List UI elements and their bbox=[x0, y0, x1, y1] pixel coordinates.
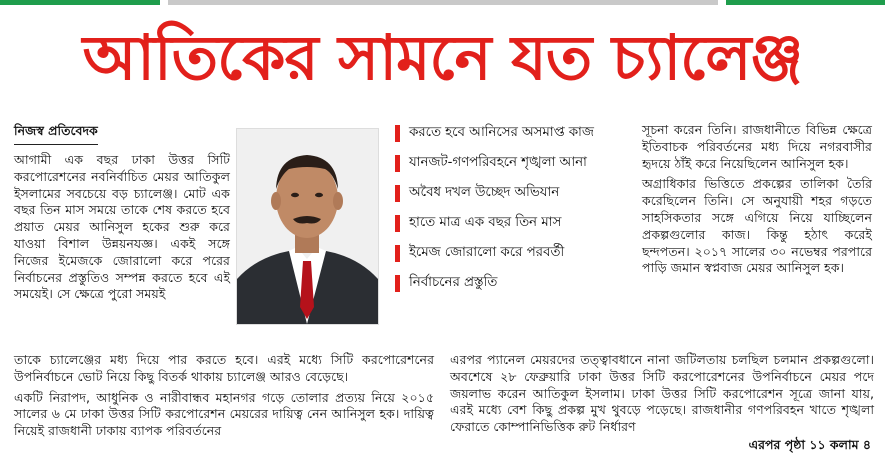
paragraph: এরপর প্যানেল মেয়রদের তত্ত্বাবধানে নানা জটিলতায় চলছিল চলমান প্রকল্পগুলো। অবশেষে ২৮ ফেব্রুয়ারি ঢাকা উত্তর সিটি করপোরেশনের উপনির্বাচনে মেয়র পদে জয়লাভ করেন আতিকুল ইসলাম। ঢাকা উত্তর সিটি করপোরেশন সূত্রে জানা যায়, এরই মধ্যে বেশ কিছু প্রকল্প মুখ থুবড়ে পড়েছে। রাজধানীর গণপরিবহন খাতে শৃঙ্খলা ফেরাতে কোম্পানিভিত্তিক রুট নির্ধারণ bbox=[450, 352, 874, 435]
paragraph: একটি নিরাপদ, আধুনিক ও নারীবান্ধব মহানগর গড়ে তোলার প্রত্যয় নিয়ে ২০১৫ সালের ৬ মে ঢাকা উত্তর সিটি করপোরেশন মেয়রের দায়িত্ব নেন আনিসুল হক। দায়িত্ব নিয়েই রাজধানী ঢাকায় ব্যাপক পরিবর্তনের bbox=[14, 389, 435, 439]
continued-on-label: এরপর পৃষ্ঠা ১১ কলাম ৪ bbox=[748, 437, 871, 452]
paragraph: আগামী এক বছর ঢাকা উত্তর সিটি করপোরেশনের নবনির্বাচিত মেয়র আতিকুল ইসলামের সবচেয়ে বড় চ্যালেঞ্জ। মোট এক বছর তিন মাস সময়ে তাকে শেষ করতে হবে প্রয়াত মেয়র আনিসুল হকের শুরু করে যাওয়া বিশাল উন্নয়নযজ্ঞ। একই সঙ্গে নিজের ইমেজকে জোরালো করে পরের নির্বাচনের প্রস্তুতিও সম্পন্ন করতে হবে এই সময়েই। সে ক্ষেত্রে পুরো সময়ই bbox=[14, 152, 230, 302]
byline: নিজস্ব প্রতিবেদক bbox=[14, 123, 98, 145]
top-accent-bar-center bbox=[168, 0, 718, 5]
article-lower-left bbox=[14, 352, 434, 444]
paragraph: অগ্রাধিকার ভিত্তিতে প্রকল্পের তালিকা তৈরি করেছিলেন তিনি। সে অনুযায়ী শহর গড়তে সাহসিকতার সঙ্গে এগিয়ে নিয়ে যাচ্ছিলেন প্রকল্পগুলোর কাজ। কিন্তু হঠাৎ করেই ছন্দপতন। ২০১৭ সালের ৩০ নভেম্বর পরপারে পাড়ি জমান স্বপ্নবাজ মেয়র আনিসুল হক। bbox=[642, 176, 872, 276]
highlight-item: ইমেজ জোরালো করে পরবর্তী bbox=[395, 244, 640, 262]
portrait-photo bbox=[236, 128, 379, 325]
top-accent-bar-right bbox=[726, 0, 885, 5]
article-column-1 bbox=[14, 152, 230, 307]
paragraph: সূচনা করেন তিনি। রাজধানীতে বিভিন্ন ক্ষেত্রে ইতিবাচক পরিবর্তনের মধ্য দিয়ে নগরবাসীর হৃদয়ে ঠাঁই করে নিয়েছিলেন আনিসুল হক। bbox=[642, 122, 872, 171]
article-column-3 bbox=[642, 122, 872, 281]
highlight-item: হাতে মাত্র এক বছর তিন মাস bbox=[395, 214, 640, 232]
highlight-item: নির্বাচনের প্রস্তুতি bbox=[395, 274, 640, 292]
portrait-illustration bbox=[237, 129, 378, 324]
top-accent-bar-left bbox=[0, 0, 160, 5]
highlight-item: করতে হবে আনিসের অসমাপ্ত কাজ bbox=[395, 124, 640, 142]
highlight-item: অবৈধ দখল উচ্ছেদ অভিযান bbox=[395, 184, 640, 202]
paragraph: তাকে চ্যালেঞ্জের মধ্য দিয়ে পার করতে হবে। এরই মধ্যে সিটি করপোরেশনের উপনির্বাচনে ভোট নিয়ে কিছু বিতর্ক থাকায় চ্যালেঞ্জ আরও বেড়েছে। bbox=[14, 352, 434, 384]
headline: আতিকের সামনে যত চ্যালেঞ্জ bbox=[82, 21, 803, 94]
highlights-list bbox=[395, 124, 640, 304]
article-lower-right bbox=[450, 352, 874, 440]
highlight-item: যানজট-গণপরিবহনে শৃঙ্খলা আনা bbox=[395, 154, 640, 172]
